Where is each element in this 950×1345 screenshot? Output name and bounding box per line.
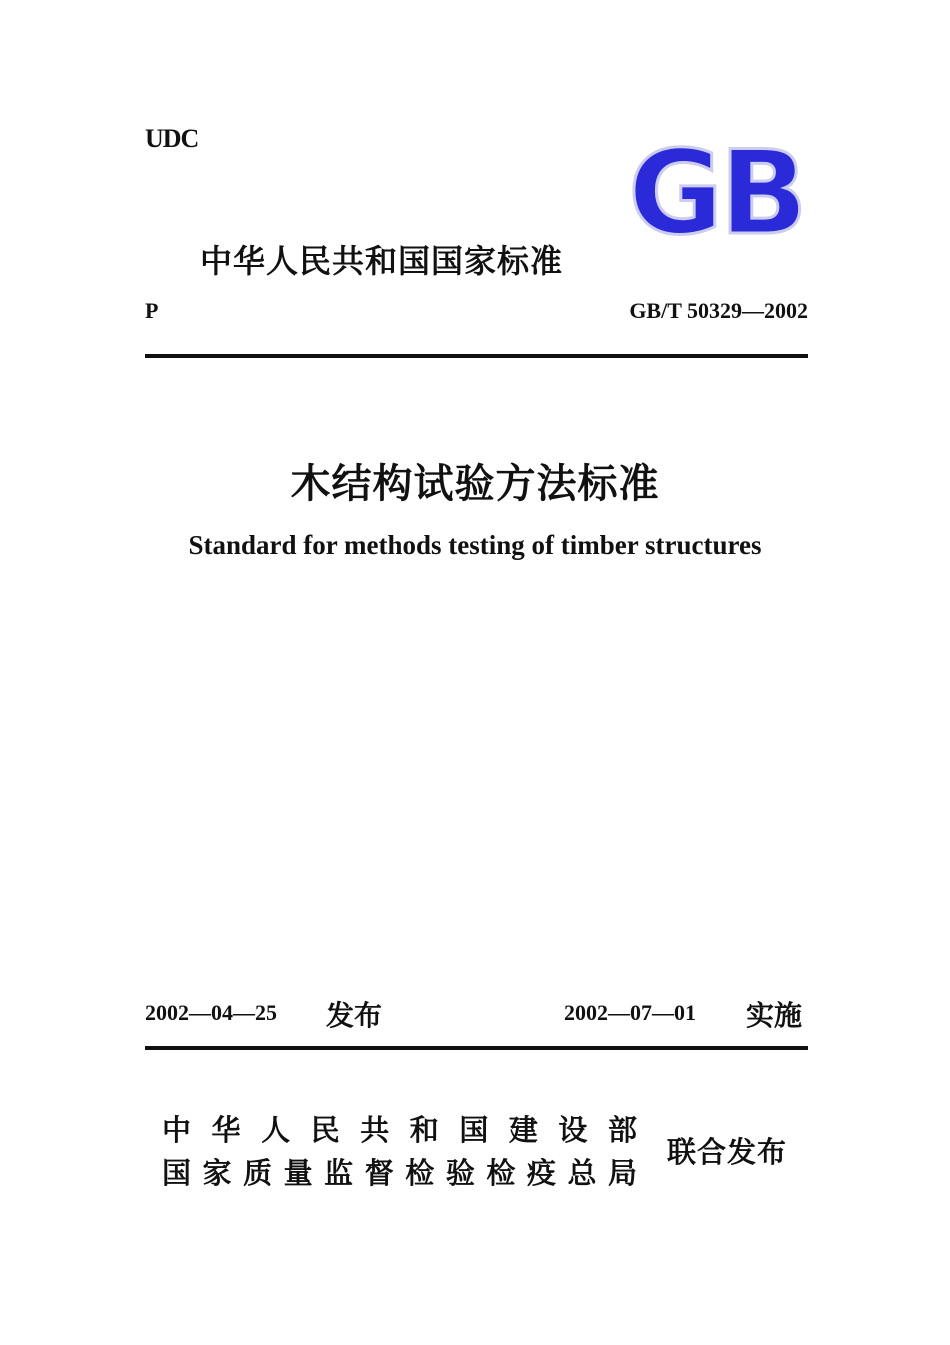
top-divider — [145, 354, 808, 358]
udc-label: UDC — [145, 124, 199, 153]
joint-issue-label: 联合发布 — [667, 1135, 788, 1169]
issue-date: 2002—04—25 — [145, 1000, 277, 1025]
issuer-ministry: 中 华 人 民 共 和 国 建 设 部 — [162, 1113, 637, 1147]
gb-logo-icon — [618, 138, 814, 244]
issuer-aqsiq: 国 家 质 量 监 督 检 验 检 疫 总 局 — [162, 1156, 637, 1190]
title-english: Standard for methods testing of timber structures — [188, 530, 762, 560]
implement-date: 2002—07—01 — [564, 1000, 696, 1025]
title-chinese: 木结构试验方法标准 — [290, 461, 660, 507]
national-standard-heading: 中华人民共和国国家标准 — [200, 242, 564, 280]
standard-number: GB/T 50329—2002 — [629, 298, 808, 323]
gb-logo-text: GB — [628, 138, 804, 244]
issue-label: 发布 — [326, 999, 383, 1032]
category-code: P — [145, 298, 159, 323]
bottom-divider — [145, 1046, 808, 1050]
implement-label: 实施 — [746, 999, 803, 1032]
